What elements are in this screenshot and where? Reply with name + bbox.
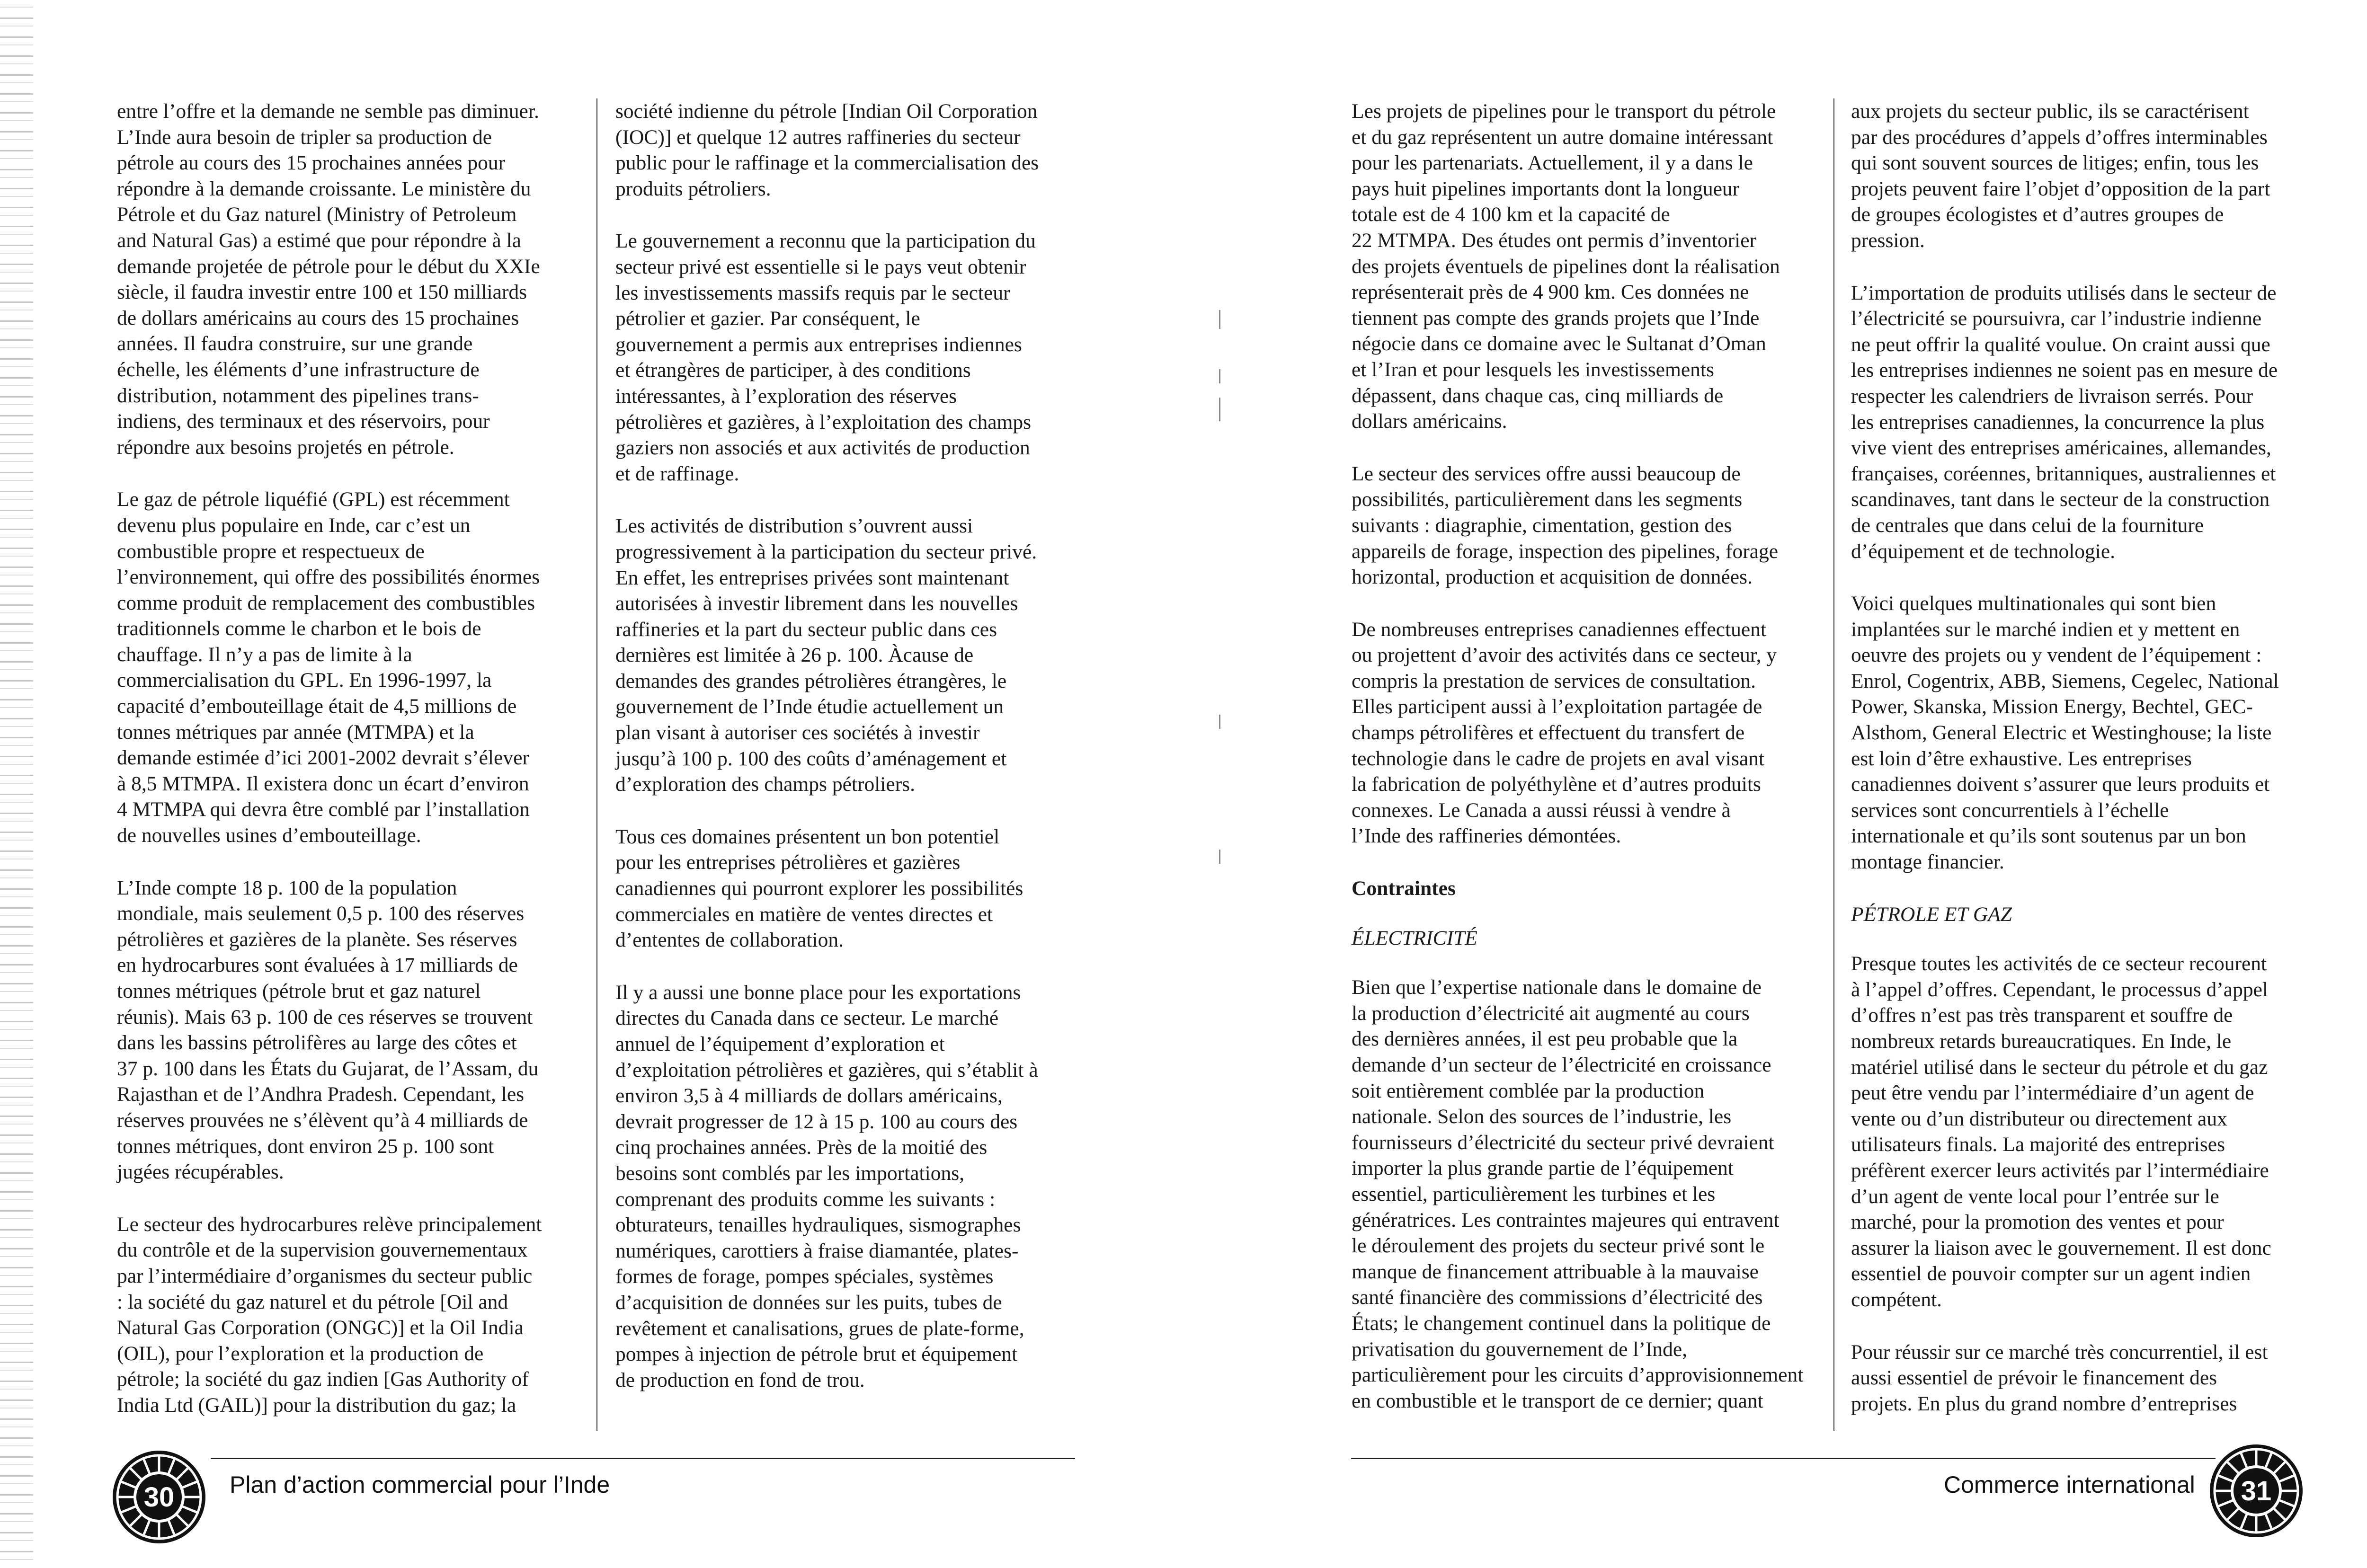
paragraph: société indienne du pétrole [Indian Oil Corporation (IOC)] et quelque 12 autres raffineries du secteur public pour le raffinage et la commercialisation des produits pétroliers. [615,100,1039,200]
right-page-column-2 [1851,98,2313,1443]
paragraph: Tous ces domaines présentent un bon potentiel pour les entreprises pétrolières et gazières canadiennes qui pourront explorer les possibilités commerciales en matière de ventes directes et d’ententes de collaboration. [615,825,1023,952]
paragraph: aux projets du secteur public, ils se caractérisent par des procédures d’appels d’offres interminables qui sont souvent sources de litiges; enfin, tous les projets peuvent faire l’objet d’opposition de la part de groupes écologistes et d’autres groupes de pression. [1851,100,2270,252]
left-page-column-2 [615,98,1077,1419]
paragraph: entre l’offre et la demande ne semble pas diminuer. L’Inde aura besoin de tripler sa production de pétrole au cours des 15 prochaines années pour répondre à la demande croissante. Le ministère du Pétrole et du Gaz naturel (Ministry of Petroleum and Natural Gas) a estimé que pour répondre à la demande projetée de pétrole pour le début du XXIe siècle, il faudra investir entre 100 et 150 milliards de dollars américains au cours des 15 prochaines années. Il faudra construire, sur une grande échelle, les éléments d’une infrastructure de distribution, notamment des pipelines trans- indiens, des terminaux et des réservoirs, pour répondre aux besoins projetés en pétrole. [117,100,540,459]
column-divider [1833,98,1834,1431]
paragraph: Il y a aussi une bonne place pour les exportations directes du Canada dans ce secteur. Le marché annuel de l’équipement d’exploration et d’exploitation pétrolières et gazières, qui s’établit à environ 3,5 à 4 milliards de dollars américains, devrait progresser de 12 à 15 p. 100 au cours des cinq prochaines années. Près de la moitié des besoins sont comblés par les importations, comprenant des produits comme les suivants : obturateurs, tenailles hydrauliques, sismographes numériques, carottiers à fraise diamantée, plates- formes de forage, pompes spéciales, systèmes d’acquisition de données sur les puits, tubes de revêtement et canalisations, grues de plate-forme, pompes à injection de pétrole brut et équipement de production en fond de trou. [615,981,1038,1391]
footer-title: Plan d’action commercial pour l’Inde [230,1471,610,1498]
paragraph: Voici quelques multinationales qui sont bien implantées sur le marché indien et y mettent en oeuvre des projets ou y vendent de l’équipement : Enrol, Cogentrix, ABB, Siemens, Cegelec, National Power, Skanska, Mission Energy, Bechtel, GEC- Alsthom, General Electric et Westinghouse; la liste est loin d’être exhaustive. Les entreprises canadiennes doivent s’assurer que leurs produits et services sont concurrentiels à l’échelle internationale et qu’ils sont soutenus par un bon montage financier. [1851,592,2279,874]
paragraph: Le gaz de pétrole liquéfié (GPL) est récemment devenu plus populaire en Inde, car c’est un combustible propre et respectueux de l’environnement, qui offre des possibilités énormes comme produit de remplacement des combustibles traditionnels comme le charbon et le bois de chauffage. Il n’y a pas de limite à la commercialisation du GPL. En 1996-1997, la capacité d’embouteillage était de 4,5 millions de tonnes métriques par année (MTMPA) et la demande estimée d’ici 2001-2002 devrait s’élever à 8,5 MTMPA. Il existera donc un écart d’environ 4 MTMPA qui devra être comblé par l’installation de nouvelles usines d’embouteillage. [117,488,540,847]
footer-rule [211,1458,1075,1459]
section-heading: Contraintes [1352,877,1456,900]
footer-rule [1351,1458,2216,1459]
binding-edge-noise [0,0,33,1568]
paragraph: Bien que l’expertise nationale dans le domaine de la production d’électricité ait augmenté au cours des dernières années, il est peu probable que la demande d’un secteur de l’électricité en croissance soit entièrement comblée par la production nationale. Selon des sources de l’industrie, les fournisseurs d’électricité du secteur privé devraient importer la plus grande partie de l’équipement essentiel, particulièrement les turbines et les génératrices. Les contraintes majeures qui entravent le déroulement des projets du secteur privé sont le manque de financement attribuable à la mauvaise santé financière des commissions d’électricité des États; le changement continuel dans la politique de privatisation du gouvernement de l’Inde, particulièrement pour les circuits d’approvisionnement en combustible et le transport de ce dernier; quant [1352,976,1804,1412]
gutter-mark [1219,398,1220,421]
paragraph: Les activités de distribution s’ouvrent aussi progressivement à la participation du secteur privé. En effet, les entreprises privées sont maintenant autorisées à investir librement dans les nouvelles raffineries et la part du secteur public dans ces dernières est limitée à 26 p. 100. Àcause de demandes des grandes pétrolières étrangères, le gouvernement de l’Inde étudie actuellement un plan visant à autoriser ces sociétés à investir jusqu’à 100 p. 100 des coûts d’aménagement et d’exploration des champs pétroliers. [615,514,1037,796]
page-number: 30 [133,1471,185,1523]
right-page-column-1 [1352,98,1813,1440]
chakra-wheel-icon [2210,1444,2303,1537]
section-subheading: ÉLECTRICITÉ [1352,926,1477,949]
gutter-mark [1219,715,1220,729]
gutter-mark [1219,369,1220,383]
paragraph: Le secteur des hydrocarbures relève principalement du contrôle et de la supervision gouvernementaux par l’intermédiaire d’organismes du secteur public : la société du gaz naturel et du pétrole [Oil and Natural Gas Corporation (ONGC)] et la Oil India (OIL), pour l’exploration et la production de pétrole; la société du gaz indien [Gas Authority of India Ltd (GAIL)] pour la distribution du gaz; la [117,1213,542,1417]
paragraph: L’importation de produits utilisés dans le secteur de l’électricité se poursuivra, car l’industrie indienne ne peut offrir la qualité voulue. On craint aussi que les entreprises indiennes ne soient pas en mesure de respecter les calendriers de livraison serrés. Pour les entreprises canadiennes, la concurrence la plus vive vient des entreprises américaines, allemandes, françaises, coréennes, britanniques, australiennes et scandinaves, tant dans le secteur de la construction de centrales que dans celui de la fourniture d’équipement et de technologie. [1851,281,2278,563]
paragraph: Presque toutes les activités de ce secteur recourent à l’appel d’offres. Cependant, le processus d’appel d’offres n’est pas très transparent et souffre de nombreux retards bureaucratiques. En Inde, le matériel utilisé dans le secteur du pétrole et du gaz peut être vendu par l’intermédiaire d’un agent de vente ou d’un distributeur ou directement aux utilisateurs finals. La majorité des entreprises préfèrent exercer leurs activités par l’intermédiaire d’un agent de vente local pour l’entrée sur le marché, pour la promotion des ventes et pour assurer la liaison avec le gouvernement. Il est donc essentiel de pouvoir compter sur un agent indien compétent. [1851,952,2271,1311]
paragraph: Le gouvernement a reconnu que la participation du secteur privé est essentielle si le pays veut obtenir les investissements massifs requis par le secteur pétrolier et gazier. Par conséquent, le gouvernement a permis aux entreprises indiennes et étrangères de participer, à des conditions intéressantes, à l’exploration des réserves pétrolières et gazières, à l’exploitation des champs gaziers non associés et aux activités de production et de raffinage. [615,230,1036,485]
paragraph: De nombreuses entreprises canadiennes effectuent ou projettent d’avoir des activités dans ce secteur, y compris la prestation de services de consultation. Elles participent aussi à l’exploitation partagée de champs pétrolifères et effectuent du transfert de technologie dans le cadre de projets en aval visant la fabrication de polyéthylène et d’autres produits connexes. Le Canada a aussi réussi à vendre à l’Inde des raffineries démontées. [1352,618,1777,848]
left-page-column-1 [117,98,578,1445]
footer-title: Commerce international [1944,1471,2195,1498]
gutter-mark [1219,850,1220,864]
chakra-wheel-icon [113,1451,205,1543]
page-number: 31 [2231,1465,2282,1516]
paragraph: L’Inde compte 18 p. 100 de la population mondiale, mais seulement 0,5 p. 100 des réserves pétrolières et gazières de la planète. Ses réserves en hydrocarbures sont évaluées à 17 milliards de tonnes métriques (pétrole brut et gaz naturel réunis). Mais 63 p. 100 de ces réserves se trouvent dans les bassins pétrolifères au large des côtes et 37 p. 100 dans les États du Gujarat, de l’Assam, du Rajasthan et de l’Andhra Pradesh. Cependant, les réserves prouvées ne s’élèvent qu’à 4 milliards de tonnes métriques, dont environ 25 p. 100 sont jugées récupérables. [117,876,539,1184]
paragraph: Les projets de pipelines pour le transport du pétrole et du gaz représentent un autre domaine intéressant pour les partenariats. Actuellement, il y a dans le pays huit pipelines importants dont la longueur totale est de 4 100 km et la capacité de 22 MTMPA. Des études ont permis d’inventorier des projets éventuels de pipelines dont la réalisation représenterait près de 4 900 km. Ces données ne tiennent pas compte des grands projets que l’Inde négocie dans ce domaine avec le Sultanat d’Oman et l’Iran et pour lesquels les investissements dépassent, dans chaque cas, cinq milliards de dollars américains. [1352,100,1780,433]
gutter-mark [1219,310,1220,329]
paragraph: Pour réussir sur ce marché très concurrentiel, il est aussi essentiel de prévoir le financement des projets. En plus du grand nombre d’entreprises [1851,1340,2268,1415]
column-divider [596,98,597,1431]
paragraph: Le secteur des services offre aussi beaucoup de possibilités, particulièrement dans les segments suivants : diagraphie, cimentation, gestion des appareils de forage, inspection des pipelines, forage horizontal, production et acquisition de données. [1352,462,1779,589]
section-subheading: PÉTROLE ET GAZ [1851,903,2012,926]
